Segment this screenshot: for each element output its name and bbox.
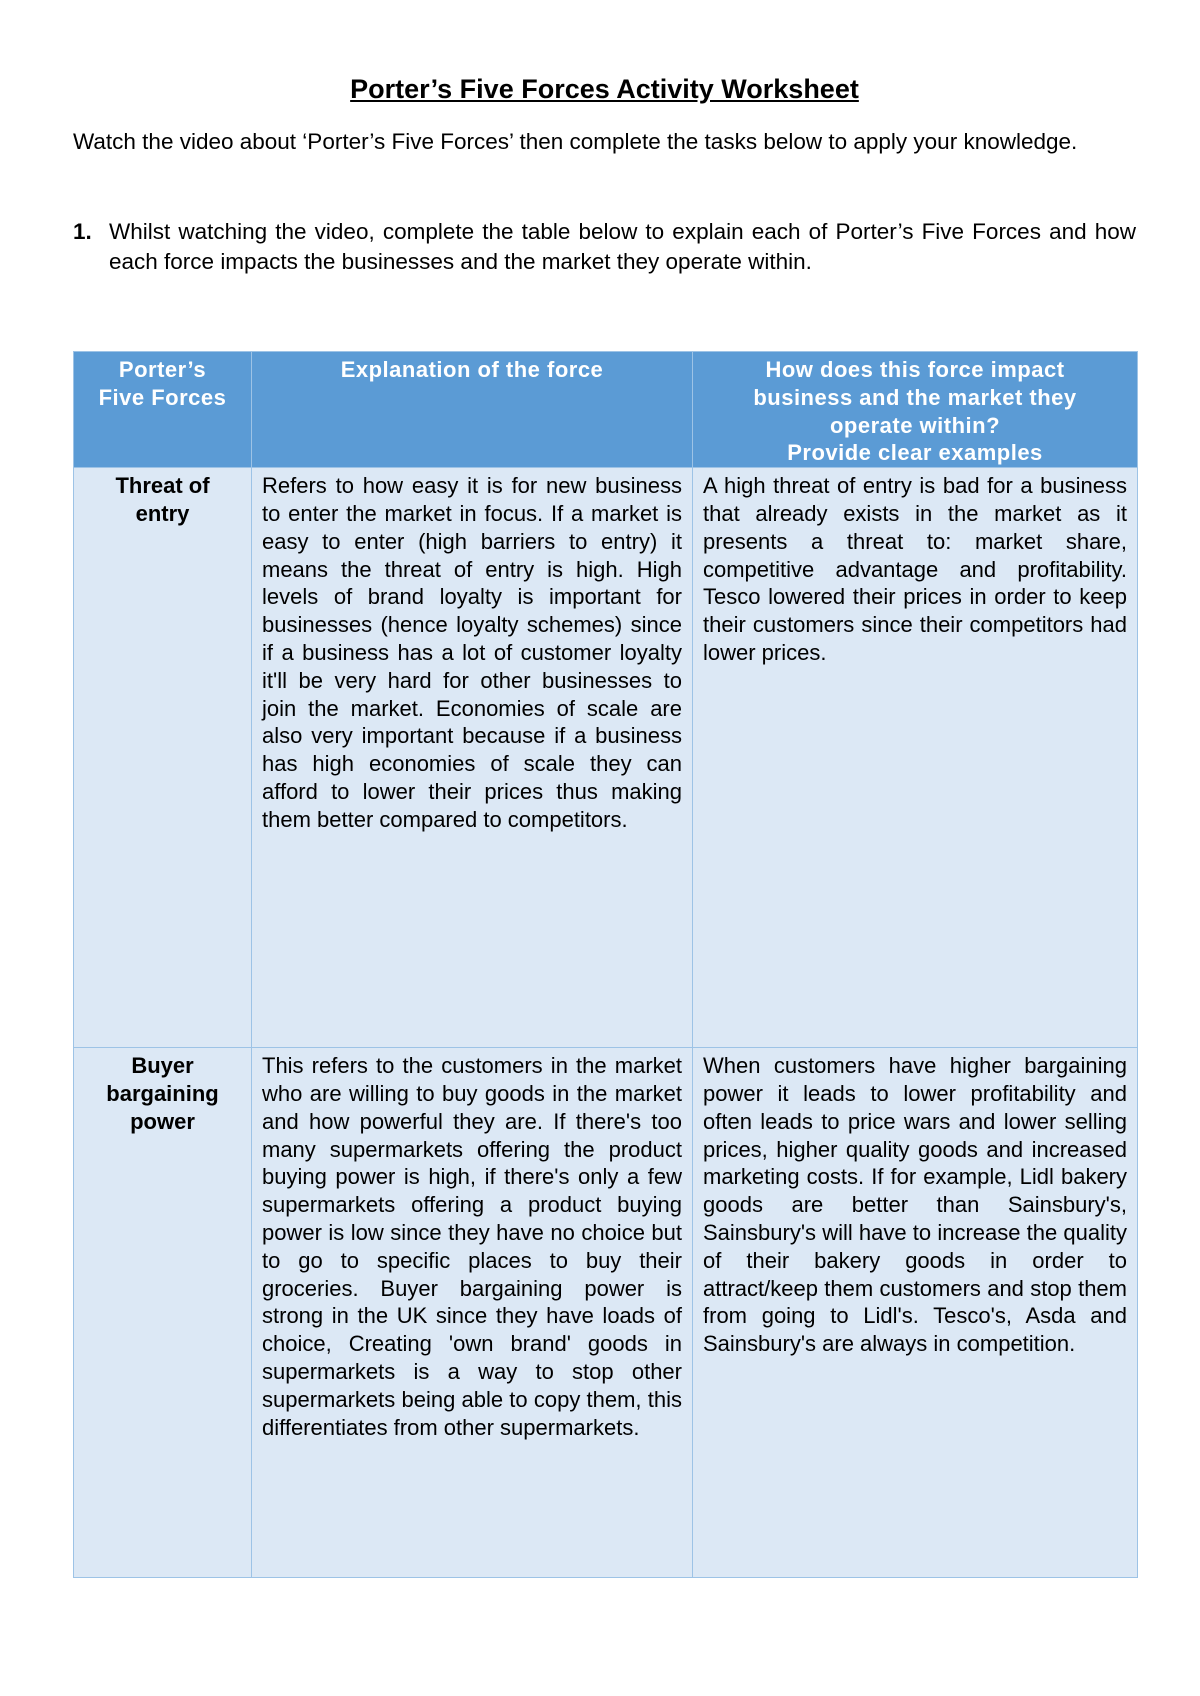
explanation-cell[interactable]: This refers to the customers in the market who are willing to buy goods in the market and how powerful they are. If there's too many supermarkets offering the product buying power is high, if there's only a few supermarkets offering a product buying power is low since they have no choice but to go to specific places to buy their groceries. Buyer bargaining power is strong in the UK since they have loads of choice, Creating 'own brand' goods in supermarkets is a way to stop other supermarkets being able to copy them, this differentiates from other supermarkets. [252, 1048, 693, 1578]
intro-paragraph: Watch the video about ‘Porter’s Five Forces’ then complete the tasks below to apply your knowledge. [73, 129, 1078, 154]
header-explanation: Explanation of the force [252, 352, 693, 468]
table-header-row [74, 352, 1138, 468]
worksheet-page [73, 60, 1136, 1440]
forces-table [73, 351, 1138, 1578]
explanation-cell[interactable]: Refers to how easy it is for new business to enter the market in focus. If a market is easy to enter (high barriers to entry) it means the threat of entry is high. High levels of brand loyalty is important for businesses (hence loyalty schemes) since if a business has a lot of customer loyalty it'll be very hard for other businesses to join the market. Economies of scale are also very important because if a business has high economies of scale they can afford to lower their prices thus making them better compared to competitors. [252, 468, 693, 1048]
task-item [73, 217, 1136, 277]
table-row [74, 468, 1138, 1048]
force-name-cell: Threat of entry [74, 468, 252, 1048]
header-forces: Porter’s Five Forces [74, 352, 252, 468]
force-name-cell: Buyer bargaining power [74, 1048, 252, 1578]
task-text: Whilst watching the video, complete the table below to explain each of Porter’s Five Forces and how each force impacts the businesses and the market they operate within. [109, 219, 1136, 274]
header-impact [693, 352, 1138, 468]
impact-cell[interactable]: When customers have higher bargaining power it leads to lower profitability and often leads to price wars and lower selling prices, higher quality goods and increased marketing costs. If for example, Lidl bakery goods are better than Sainsbury's, Sainsbury's will have to increase the quality of their bakery goods in order to attract/keep them customers and stop them from going to Lidl's. Tesco's, Asda and Sainsbury's are always in competition. [693, 1048, 1138, 1578]
page-title: Porter’s Five Forces Activity Worksheet [350, 74, 859, 104]
header-impact-text: How does this force impact business and the market they operate within? Provide clear examples [753, 357, 1077, 466]
table-row [74, 1048, 1138, 1578]
task-number: 1. [73, 219, 92, 244]
impact-cell[interactable]: A high threat of entry is bad for a business that already exists in the market as it presents a threat to: market share, competitive advantage and profitability. Tesco lowered their prices in order to keep their customers since their competitors had lower prices. [693, 468, 1138, 1048]
